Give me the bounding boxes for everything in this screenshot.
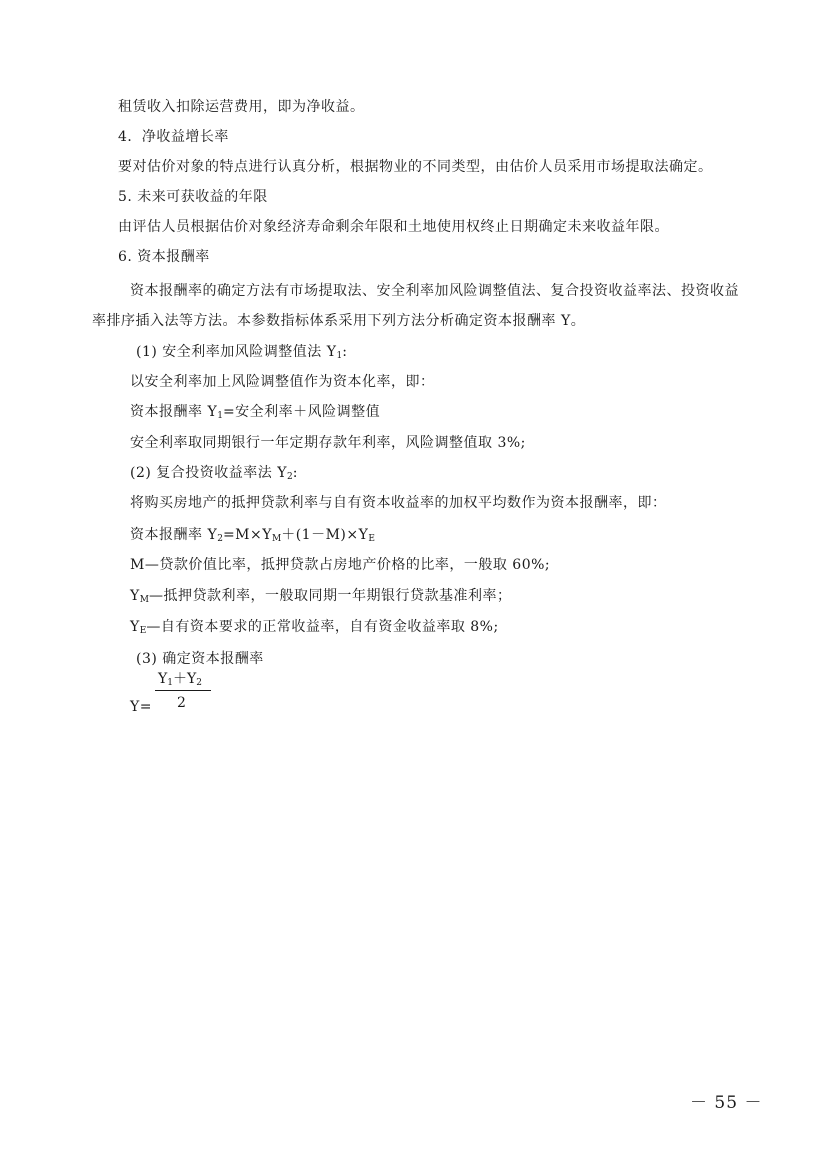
definition-line: $Y_E—$自有资本要求的正常收益率，自有资金收益率取 8%; xyxy=(130,619,499,636)
paragraph-line: 率排序插入法等方法。本参数指标体系采用下列方法分析确定资本报酬率 Y。 xyxy=(92,313,586,329)
page-number: － 55 － xyxy=(690,1093,763,1113)
fraction-denominator: 2 xyxy=(177,695,186,711)
section-heading-6: 6. 资本报酬率 xyxy=(118,249,210,265)
paragraph-line: 以安全利率加上风险调整值作为资本化率，即： xyxy=(130,374,435,390)
definition-line: $Y_M—$抵押贷款利率，一般取同期一年期银行贷款基准利率； xyxy=(130,588,512,605)
fraction-bar xyxy=(155,690,211,691)
paragraph-line: 安全利率取同期银行一年定期存款年利率，风险调整值取 3%; xyxy=(130,435,526,451)
subsection-heading-2: (2) 复合投资收益率法 $Y_2$: xyxy=(130,465,298,482)
formula-line: 资本报酬率 $Y_2=M\times Y_M+(1-M)\times Y_E$ xyxy=(130,527,375,544)
definition-line: M—贷款价值比率，抵押贷款占房地产价格的比率，一般取 60%; xyxy=(130,557,551,573)
formula-lhs: Y= xyxy=(130,699,152,715)
formula-line: 资本报酬率 $Y_1=$安全利率＋风险调整值 xyxy=(130,404,381,421)
paragraph-line: 资本报酬率的确定方法有市场提取法、安全利率加风险调整值法、复合投资收益率法、投资收益 xyxy=(130,283,739,299)
paragraph-line: 将购买房地产的抵押贷款利率与自有资本收益率的加权平均数作为资本报酬率，即： xyxy=(130,495,667,511)
section-heading-4: 4．净收益增长率 xyxy=(118,129,229,145)
subsection-heading-3: (3) 确定资本报酬率 xyxy=(136,651,264,667)
fraction-numerator: $Y_1+Y_2$ xyxy=(158,671,202,688)
paragraph-line: 要对估价对象的特点进行认真分析，根据物业的不同类型，由估价人员采用市场提取法确定。 xyxy=(118,159,713,175)
subsection-heading-1: (1) 安全利率加风险调整值法 $Y_1$: xyxy=(136,344,348,361)
paragraph-line: 租赁收入扣除运营费用，即为净收益。 xyxy=(118,99,365,115)
section-heading-5: 5. 未来可获收益的年限 xyxy=(118,189,268,205)
paragraph-line: 由评估人员根据估价对象经济寿命剩余年限和土地使用权终止日期确定未来收益年限。 xyxy=(118,219,669,235)
